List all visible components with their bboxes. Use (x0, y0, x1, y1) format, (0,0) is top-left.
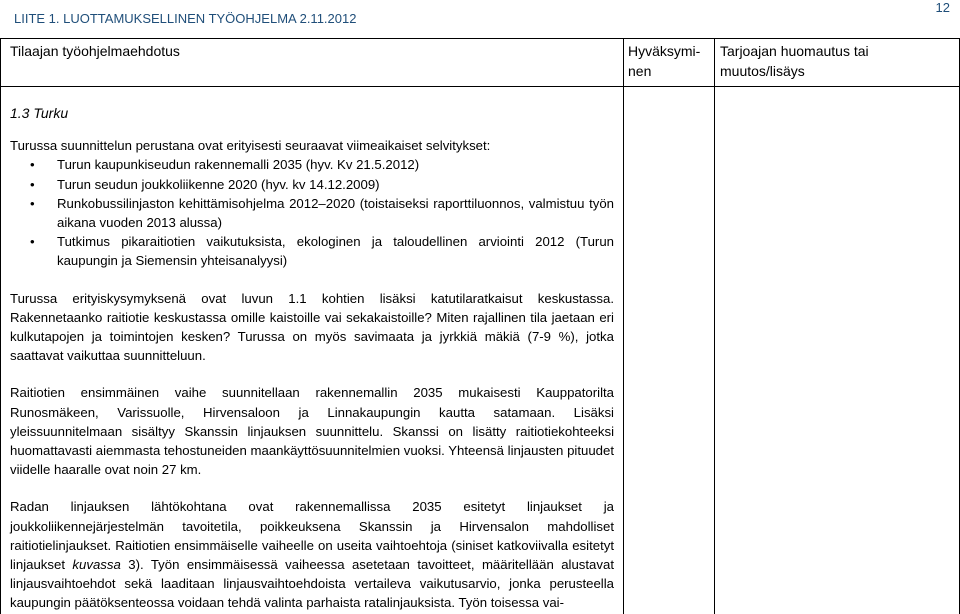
list-item: • Runkobussilinjaston kehittämisohjelma 2012–2020 (toistaiseksi raporttiluonnos, valmistuu työn aikana vuoden 2013 alussa) (30, 194, 614, 232)
list-item: • Turun seudun joukkoliikenne 2020 (hyv. kv 14.12.2009) (30, 175, 614, 194)
section-body (10, 104, 614, 613)
col-header-remarks (720, 41, 869, 81)
section-intro: Turussa suunnittelun perustana ovat erityisesti seuraavat viimeaikaiset selvitykset: (10, 138, 491, 154)
paragraph-alignment (10, 497, 614, 612)
table-header-rule (0, 86, 960, 87)
paragraph-first-phase: Raitiotien ensimmäinen vaihe suunnitellaan rakennemallin 2035 mukaisesti Kauppatorilta Runosmäkeen, Varissuolle, Hirvensaloon ja Linnakaupungin kautta satamaan. Lisäksi yleissuunnitelmaan sisältyy Skanssin linjauksen suunnittelu. Skanssi on lisätty raitiotiekohteeksi huomattavasti aiemmasta tehostuneiden maankäyttösuunnitelmien vuoksi. Yhteensä linjausten pituudet viidelle haaralle ovat noin 27 km. (10, 385, 614, 478)
header-title: LIITE 1. LUOTTAMUKSELLINEN TYÖOHJELMA 2.11.2012 (14, 11, 357, 26)
list-item: • Turun kaupunkiseudun rakennemalli 2035 (hyv. Kv 21.5.2012) (30, 155, 614, 174)
page-number: 12 (935, 0, 950, 15)
reports-list (10, 155, 614, 270)
list-item: • Tutkimus pikaraitiotien vaikutuksista, ekologinen ja taloudellinen arviointi 2012 (Turun kaupungin ja Siemensin yhteisanalyysi) (30, 232, 614, 270)
table-col2-rule (623, 38, 624, 614)
table-col3-rule (714, 38, 715, 614)
table-left-rule (0, 38, 1, 614)
col-header-remarks-line2: muutos/lisäys (720, 63, 805, 79)
paragraph-alignment-italic: kuvassa (72, 557, 121, 573)
col-header-approval-line1: Hyväksymi- (628, 43, 701, 59)
paragraph-alignment-text2: 3). Työn ensimmäisessä vaiheessa asetetaan tavoitteet, määritellään alustavat linjausvaihtoehdot sekä laaditaan linjausvaihtoehdoista vertaileva vaikutusarvio, jonka perusteella kaupungin päätöksenteossa voidaan tehdä valinta parhaista ratalinjauksista. Työn toisessa vai- (10, 557, 614, 611)
table-top-rule (0, 38, 960, 39)
col-header-approval (628, 41, 700, 81)
col-header-approval-line2: nen (628, 63, 652, 79)
col-header-proposal: Tilaajan työohjelmaehdotus (10, 43, 180, 59)
section-heading: 1.3 Turku (10, 105, 69, 121)
paragraph-alignment-text1: Radan linjauksen lähtökohtana ovat rakennemallissa 2035 esitetyt linjaukset ja joukkoliikennejärjestelmän tavoitetila, poikkeuksena Skanssin ja Hirvensalon mahdolliset raitiotielinjaukset. Raitiotien ensimmäiselle vaiheelle on useita vaihtoehtoja (siniset katkoviivalla esitetyt linjaukset (10, 499, 614, 573)
col-header-remarks-line1: Tarjoajan huomautus tai (720, 43, 869, 59)
paragraph-special-issues: Turussa erityiskysymyksenä ovat luvun 1.1 kohtien lisäksi katutilaratkaisut keskustassa. Rakennetaanko raitiotie keskustassa omille kaistoille vai sekakaistoille? Miten rajallinen tila jaetaan eri kulkutapojen ja toimintojen kesken? Turussa on myös savimaata ja jyrkkiä mäkiä (7-9 %), jotka saattavat vaikuttaa suunnitteluun. (10, 290, 614, 364)
